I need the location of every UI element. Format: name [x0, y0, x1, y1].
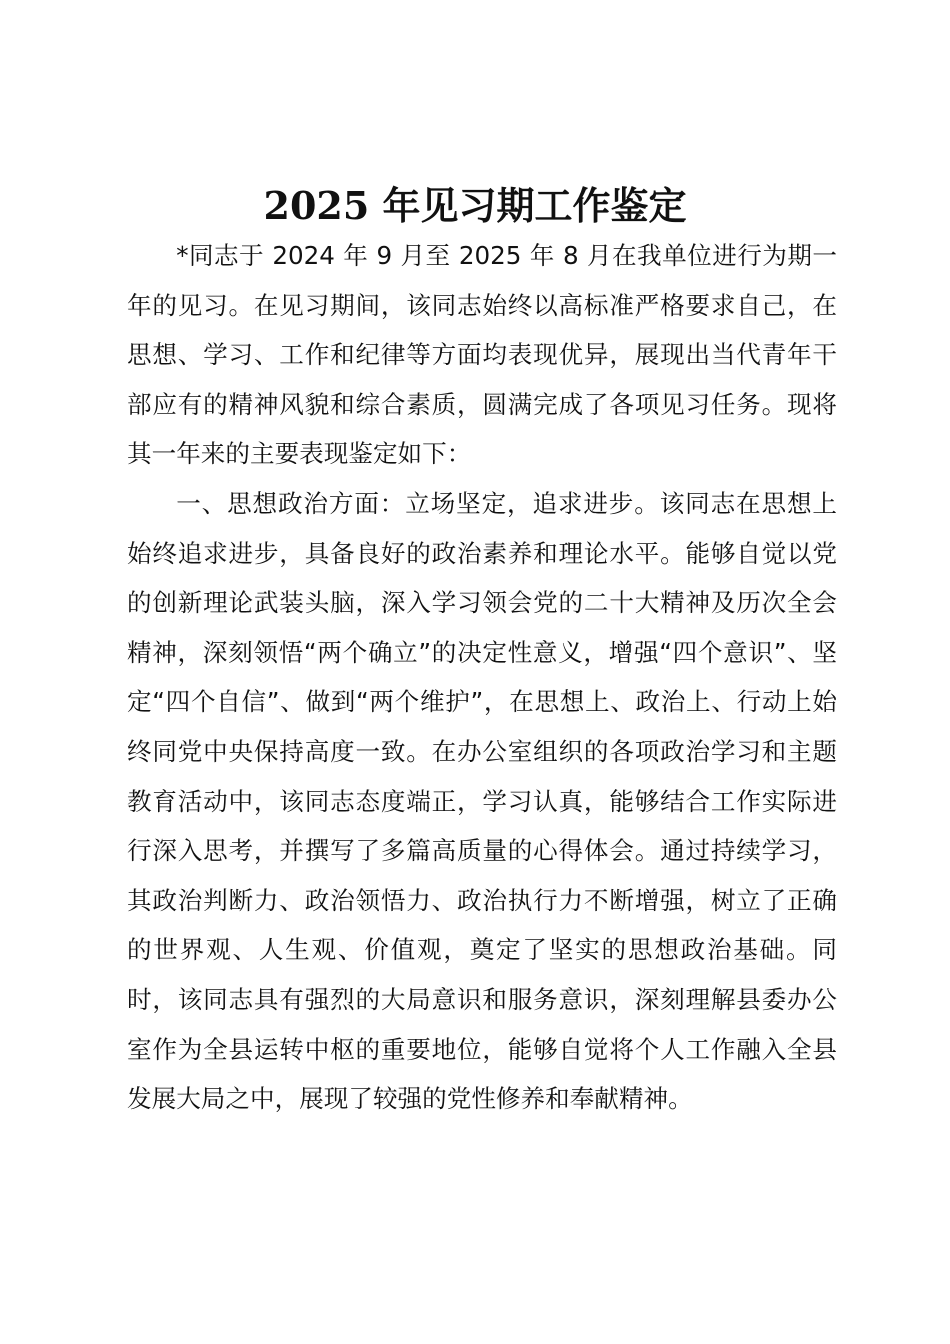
political-thought-paragraph: 一、思想政治方面：立场坚定，追求进步。该同志在思想上始终追求进步，具备良好的政治素养和理论水平。能够自觉以党的创新理论武装头脑，深入学习领会党的二十大精神及历次全会精神，深刻领悟“两个确立”的决定性意义，增强“四个意识”、坚定“四个自信”、做到“两个维护”，在思想上、政治上、行动上始终同党中央保持高度一致。在办公室组织的各项政治学习和主题教育活动中，该同志态度端正，学习认真，能够结合工作实际进行深入思考，并撰写了多篇高质量的心得体会。通过持续学习，其政治判断力、政治领悟力、政治执行力不断增强，树立了正确的世界观、人生观、价值观，奠定了坚实的思想政治基础。同时，该同志具有强烈的大局意识和服务意识，深刻理解县委办公室作为全县运转中枢的重要地位，能够自觉将个人工作融入全县发展大局之中，展现了较强的党性修养和奉献精神。 [127, 488, 837, 1114]
document-body [127, 231, 837, 1124]
intro-paragraph: *同志于 2024 年 9 月至 2025 年 8 月在我单位进行为期一年的见习。在见习期间，该同志始终以高标准严格要求自己，在思想、学习、工作和纪律等方面均表现优异，展现出当代青年干部应有的精神风貌和综合素质，圆满完成了各项见习任务。现将其一年来的主要表现鉴定如下： [127, 241, 837, 469]
document-title: 2025 年见习期工作鉴定 [263, 183, 687, 228]
